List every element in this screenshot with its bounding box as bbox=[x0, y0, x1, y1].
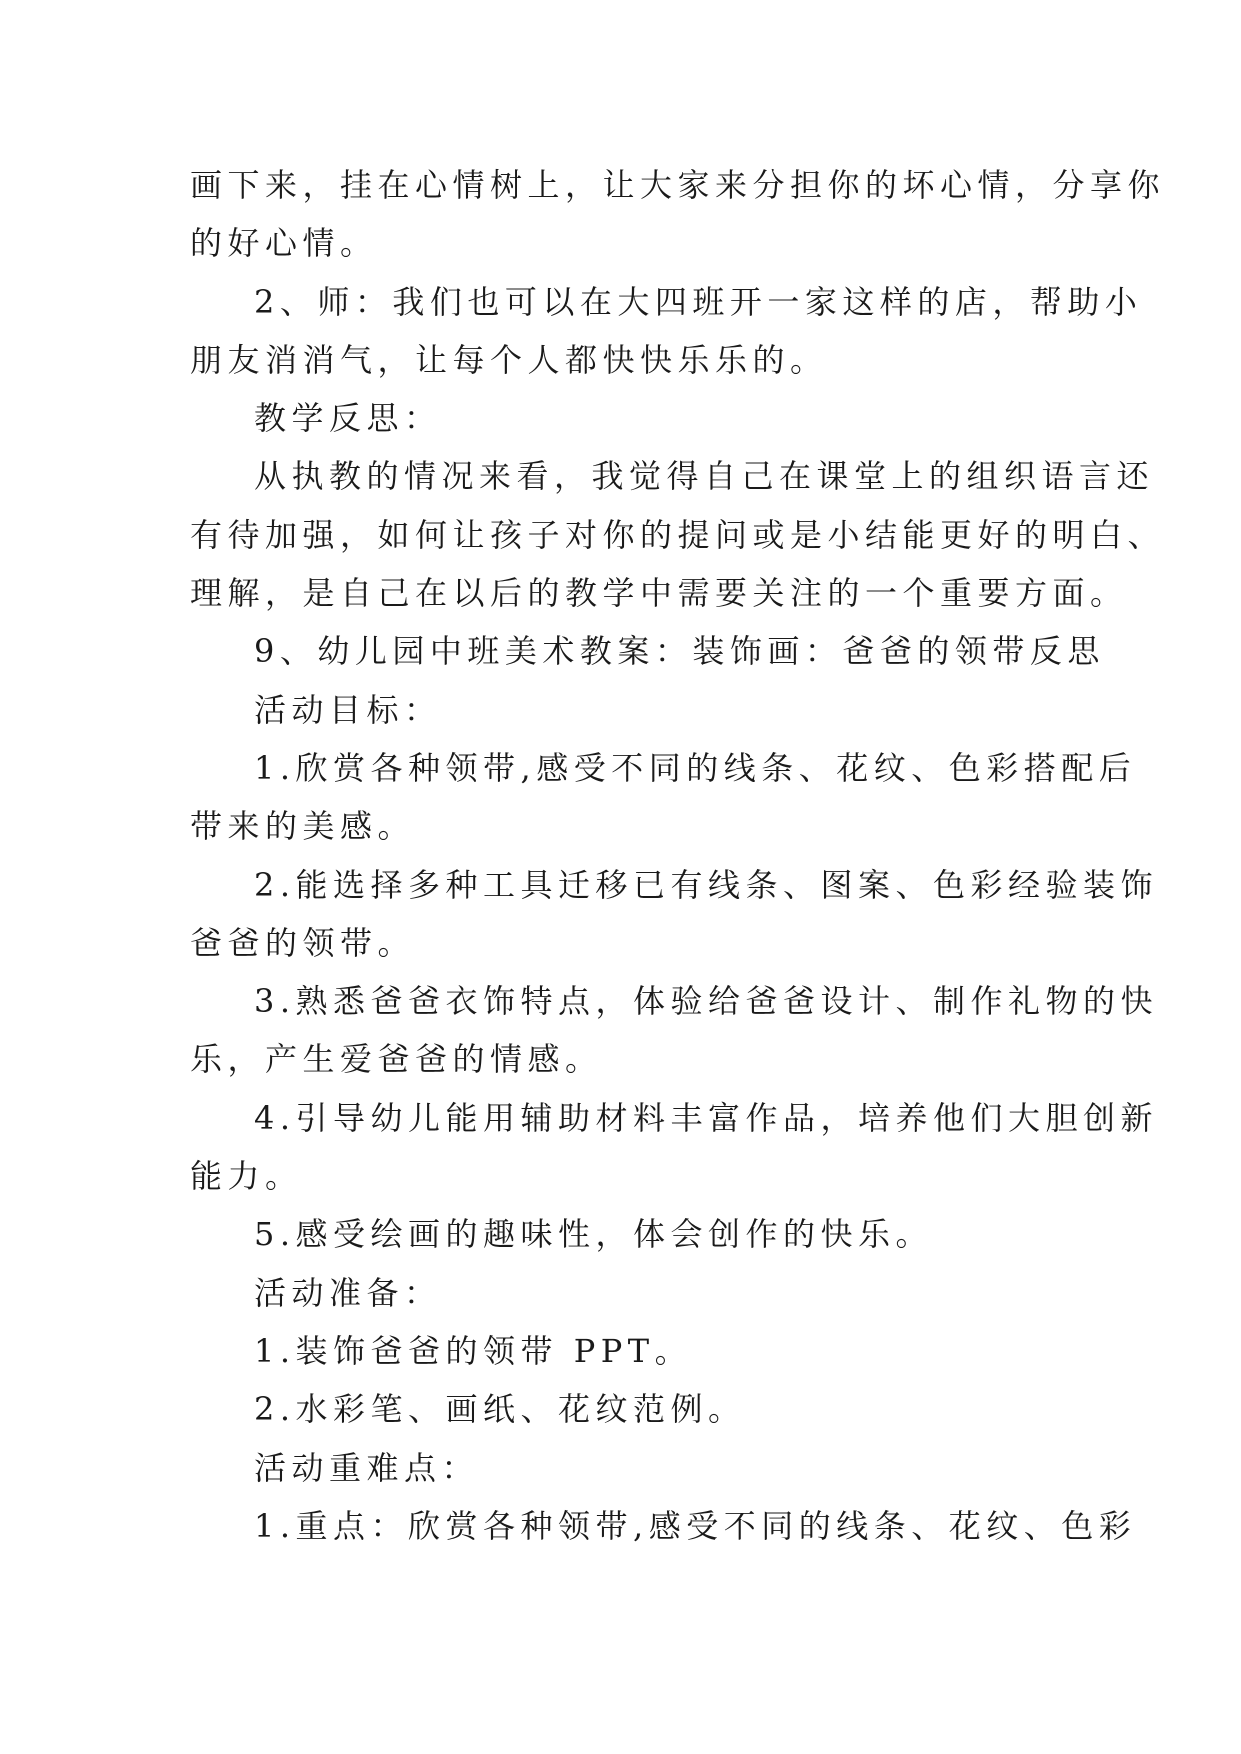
text-line: 2.水彩笔、画纸、花纹范例。 bbox=[254, 1390, 746, 1429]
text-line: 乐，产生爱爸爸的情感。 bbox=[190, 1040, 603, 1079]
section-heading: 活动目标： bbox=[254, 690, 442, 729]
text-line: 5.感受绘画的趣味性，体会创作的快乐。 bbox=[254, 1215, 934, 1254]
text-line: 带来的美感。 bbox=[190, 807, 416, 846]
text-line: 1.欣赏各种领带,感受不同的线条、花纹、色彩搭配后 bbox=[254, 748, 1137, 787]
text-line: 2、师：我们也可以在大四班开一家这样的店，帮助小 bbox=[254, 282, 1143, 321]
text-line: 3.熟悉爸爸衣饰特点，体验给爸爸设计、制作礼物的快 bbox=[254, 982, 1159, 1021]
section-heading: 活动准备： bbox=[254, 1273, 442, 1312]
text-line: 能力。 bbox=[190, 1157, 303, 1196]
text-line: 1.装饰爸爸的领带 PPT。 bbox=[254, 1331, 693, 1370]
text-line: 2.能选择多种工具迁移已有线条、图案、色彩经验装饰 bbox=[254, 865, 1159, 904]
text-line: 4.引导幼儿能用辅助材料丰富作品，培养他们大胆创新 bbox=[254, 1098, 1159, 1137]
document-body bbox=[190, 156, 1166, 1555]
section-heading: 教学反思： bbox=[254, 399, 442, 438]
text-line: 从执教的情况来看，我觉得自己在课堂上的组织语言还 bbox=[254, 457, 1155, 496]
text-line: 爸爸的领带。 bbox=[190, 923, 416, 962]
section-title: 9、幼儿园中班美术教案：装饰画：爸爸的领带反思 bbox=[254, 632, 1105, 671]
text-line: 理解，是自己在以后的教学中需要关注的一个重要方面。 bbox=[190, 574, 1128, 613]
text-line: 画下来，挂在心情树上，让大家来分担你的坏心情，分享你 bbox=[190, 166, 1166, 204]
section-heading: 活动重难点： bbox=[254, 1448, 480, 1487]
text-line: 的好心情。 bbox=[190, 224, 378, 263]
text-line: 有待加强，如何让孩子对你的提问或是小结能更好的明白、 bbox=[190, 515, 1166, 554]
text-line: 1.重点：欣赏各种领带,感受不同的线条、花纹、色彩 bbox=[254, 1506, 1137, 1545]
text-line: 朋友消消气，让每个人都快快乐乐的。 bbox=[190, 340, 828, 379]
